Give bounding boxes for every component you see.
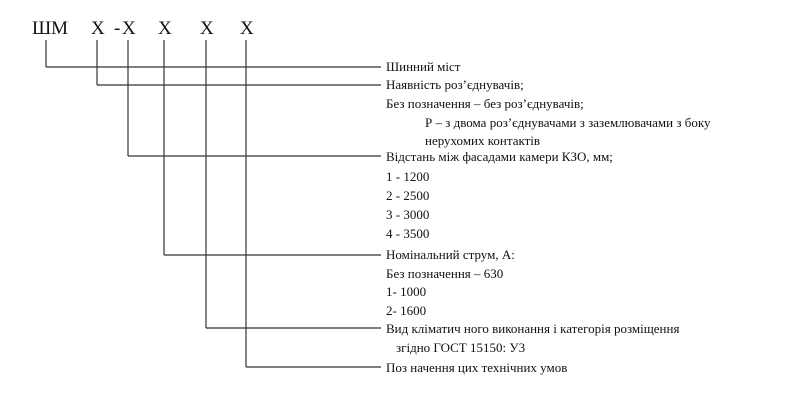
busbar-bridge-label: Шинний міст [386,59,461,74]
disconnectors-option-p-line2: нерухомих контактів [425,133,541,148]
distance-option-1: 1 - 1200 [386,169,430,184]
distance-option-3: 3 - 3000 [386,207,430,222]
code-position-climate: X [200,18,214,39]
spec-reference-label: Поз начення цих технічних умов [386,360,568,375]
climate-description-line1: Вид кліматич ного виконання і категорія розміщення [386,321,680,336]
disconnectors-option-p-line1: Р – з двома роз’єднувачами з заземлювачами з боку [425,115,711,130]
current-option-1: 1- 1000 [386,284,427,299]
code-position-current: X [158,18,172,39]
current-option-none: Без позначення – 630 [386,266,504,281]
current-title: Номінальний струм, А: [386,247,515,262]
climate-description-line2: згідно ГОСТ 15150: У3 [396,340,526,355]
code-dash: - [114,18,121,39]
distance-title: Відстань між фасадами камери КЗО, мм; [386,149,613,164]
distance-option-2: 2 - 2500 [386,188,430,203]
code-position-disconnectors: X [91,18,105,39]
disconnectors-title: Наявність роз’єднувачів; [386,77,524,92]
code-position-distance: X [122,18,136,39]
code-prefix: ШМ [32,18,69,39]
distance-option-4: 4 - 3500 [386,226,430,241]
disconnectors-option-none: Без позначення – без роз’єднувачів; [386,96,584,111]
current-option-2: 2- 1600 [386,303,427,318]
code-position-spec: X [240,18,254,39]
